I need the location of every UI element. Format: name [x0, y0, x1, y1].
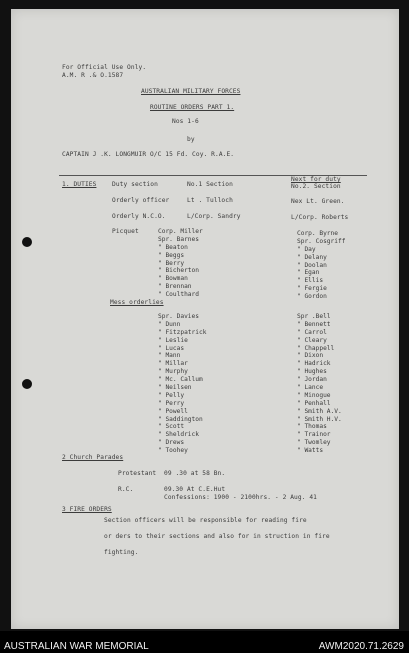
list-item: " Fitzpatrick — [158, 328, 207, 336]
list-item: Corp. Byrne — [297, 230, 338, 237]
list-item: " Lance — [297, 384, 324, 392]
duty-row-value: No.1 Section — [187, 181, 233, 188]
list-item: " Ellis — [297, 277, 324, 285]
punch-hole — [22, 237, 32, 247]
list-item: " Pelly — [158, 391, 185, 399]
list-item: " Bowman — [158, 275, 188, 283]
list-item: " Trainor — [297, 431, 331, 439]
fire-orders-text: Section officers will be responsible for reading fire — [104, 517, 307, 524]
document-page — [11, 9, 399, 629]
fire-orders-text: fighting. — [104, 549, 139, 556]
rc-value: 09.30 At C.E.Hut — [164, 486, 226, 493]
duty-row-next: Nex Lt. Green. — [291, 198, 345, 205]
list-item: " Saddington — [158, 415, 203, 423]
confessions-line: Confessions: 1900 - 2100hrs. - 2 Aug. 41 — [164, 494, 318, 501]
list-item: " Dunn — [158, 320, 181, 328]
list-item: " Coulthard — [158, 291, 199, 299]
list-item: " Mann — [158, 352, 181, 360]
list-item: " Scott — [158, 423, 185, 431]
list-item: " Beggs — [158, 251, 185, 259]
list-item: " Delany — [297, 253, 327, 261]
list-item: " Day — [297, 245, 316, 253]
mess-orderlies-label: Mess orderlies — [110, 299, 164, 306]
duty-row-title: Orderly officer — [112, 197, 170, 204]
punch-hole — [22, 379, 32, 389]
duty-row-value: L/Corp. Sandry — [187, 213, 241, 220]
list-item: " Bennett — [297, 320, 331, 328]
list-item: " Smith H.V. — [297, 415, 342, 423]
list-item: " Watts — [297, 447, 324, 455]
picquet-list-right — [297, 230, 345, 301]
issuing-officer: CAPTAIN J .K. LONGMUIR O/C 15 Fd. Coy. R.A.E. — [62, 151, 235, 158]
duty-row-next: L/Corp. Roberts — [291, 214, 349, 221]
list-item: Corp. Miller — [158, 228, 203, 235]
list-item: " Hughes — [297, 368, 327, 376]
duty-row-value: Lt . Tulloch — [187, 197, 233, 204]
list-item: Spr .Bell — [297, 313, 331, 320]
list-item: " Carrol — [297, 328, 327, 336]
protestant-value: 09 .30 at 58 Bn. — [164, 470, 226, 477]
list-item: " Doolan — [297, 261, 327, 269]
list-item: " Leslie — [158, 336, 188, 344]
duties-heading: 1. DUTIES — [62, 181, 97, 188]
list-item: " Fergie — [297, 285, 327, 293]
mess-list-left — [158, 313, 206, 455]
catalogue-number: AWM2020.71.2629 — [318, 641, 404, 652]
duty-row-next: No.2. Section — [291, 183, 341, 190]
list-item: " Twomley — [297, 439, 331, 447]
list-item: " Penhall — [297, 399, 331, 407]
list-item: " Lucas — [158, 344, 185, 352]
list-item: " Toohey — [158, 447, 188, 455]
picquet-label: Picquet — [112, 228, 139, 235]
list-item: " Egan — [297, 269, 320, 277]
list-item: " Jordan — [297, 376, 327, 384]
list-item: " Bicherton — [158, 267, 199, 275]
list-item: " Powell — [158, 407, 188, 415]
list-item: " Dixon — [297, 352, 324, 360]
duty-row-title: Orderly N.C.O. — [112, 213, 166, 220]
list-item: " Chappell — [297, 344, 335, 352]
official-use-line: For Official Use Only. — [62, 64, 147, 71]
list-item: " Sheldrick — [158, 431, 199, 439]
list-item: " Berry — [158, 259, 185, 267]
list-item: Spr. Davies — [158, 313, 199, 320]
list-item: " Beaton — [158, 243, 188, 251]
rc-label: R.C. — [118, 486, 134, 493]
list-item: " Mc. Callum — [158, 376, 203, 384]
by-line: by — [187, 136, 195, 143]
reference-line: A.M. R .& O.1587 — [62, 72, 124, 79]
fire-orders-heading: 3 FIRE ORDERS — [62, 506, 112, 513]
protestant-label: Protestant — [118, 470, 157, 477]
list-item: " Smith A.V. — [297, 407, 342, 415]
list-item: Spr. Cosgriff — [297, 237, 346, 245]
fire-orders-text: or ders to their sections and also for in struction in fire — [104, 533, 330, 540]
next-for-duty-heading: Next for duty — [291, 176, 341, 183]
list-item: " Murphy — [158, 368, 188, 376]
list-item: " Millar — [158, 360, 188, 368]
document-title: AUSTRALIAN MILITARY FORCES — [141, 88, 241, 95]
list-item: " Minogue — [297, 391, 331, 399]
document-subtitle: ROUTINE ORDERS PART 1. — [150, 104, 235, 111]
picquet-list-left — [158, 228, 203, 299]
archive-footer — [0, 631, 409, 653]
list-item: " Hadrick — [297, 360, 331, 368]
list-item: " Cleary — [297, 336, 327, 344]
list-item: " Drews — [158, 439, 185, 447]
list-item: " Neilsen — [158, 384, 192, 392]
list-item: " Gordon — [297, 293, 327, 301]
list-item: Spr. Barnes — [158, 235, 199, 243]
mess-list-right — [297, 313, 342, 455]
list-item: " Brennan — [158, 283, 192, 291]
duty-row-title: Duty section — [112, 181, 158, 188]
church-parades-heading: 2 Church Parades — [62, 454, 124, 461]
list-item: " Thomas — [297, 423, 327, 431]
list-item: " Perry — [158, 399, 185, 407]
archive-name: AUSTRALIAN WAR MEMORIAL — [4, 641, 149, 652]
order-numbers: Nos 1-6 — [172, 118, 199, 125]
